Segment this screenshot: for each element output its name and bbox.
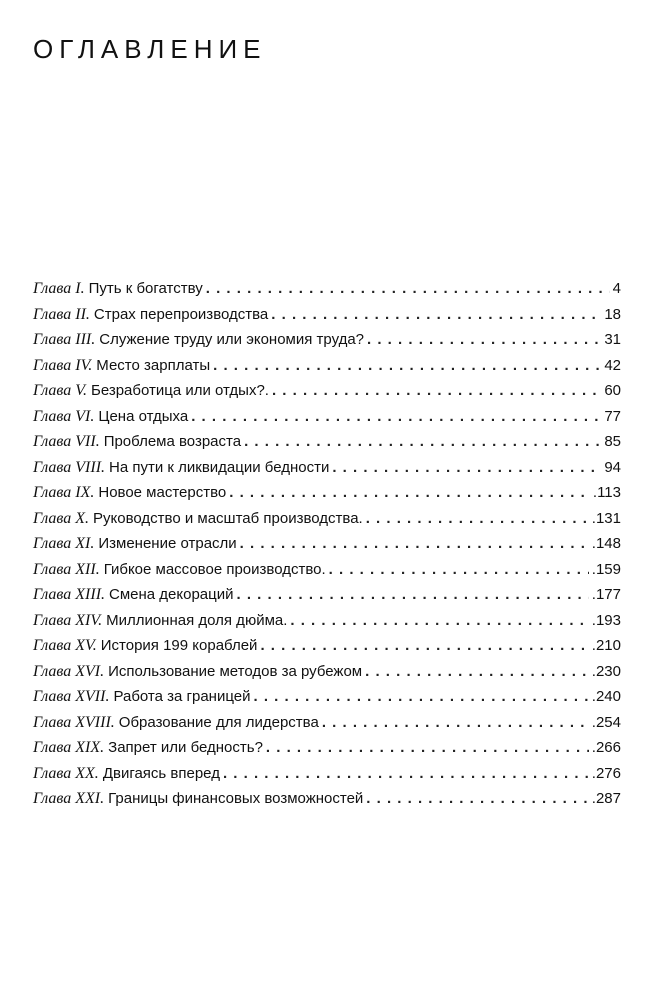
toc-page-number: .276 xyxy=(591,764,621,782)
toc-entry-title: Цена отдыха xyxy=(98,407,189,425)
toc-entry xyxy=(33,331,621,357)
dot-leader xyxy=(322,714,589,731)
dot-leader xyxy=(365,663,589,680)
dot-leader xyxy=(253,688,588,705)
toc-chapter-label: Глава III. xyxy=(33,331,96,348)
toc-page-number: .177 xyxy=(591,586,621,603)
toc-entry xyxy=(33,739,621,765)
toc-entry-title: Гибкое массовое производство. xyxy=(103,560,326,578)
toc-chapter-label: Глава XIV. xyxy=(33,611,103,629)
dot-leader xyxy=(329,561,589,578)
toc-chapter-label: Глава VI. xyxy=(33,407,95,425)
toc-page-number: .287 xyxy=(591,790,621,807)
toc-entry xyxy=(33,408,621,434)
toc-chapter-label: Глава V. xyxy=(33,382,87,399)
dot-leader xyxy=(240,535,589,552)
toc-entry-title: Изменение отрасли xyxy=(98,535,237,552)
toc-entry-title: Руководство и масштаб производства. xyxy=(93,509,363,527)
dot-leader xyxy=(366,510,589,527)
toc-page-number: 94 xyxy=(604,458,621,476)
toc-chapter-label: Глава XIII. xyxy=(33,586,106,603)
dot-leader xyxy=(366,790,589,807)
dot-leader xyxy=(206,280,610,297)
toc-chapter-label: Глава VII. xyxy=(33,433,100,450)
dot-leader xyxy=(272,382,601,399)
toc-page-number: 60 xyxy=(604,382,621,399)
page-title: ОГЛАВЛЕНИЕ xyxy=(33,34,267,64)
toc-entry-title: Служение труду или экономия труда? xyxy=(99,331,365,348)
toc-chapter-label: Глава XI. xyxy=(33,535,95,552)
toc-entry-title: Страх перепроизводства xyxy=(93,305,269,323)
dot-leader xyxy=(223,765,589,782)
dot-leader xyxy=(229,484,590,501)
toc-entry xyxy=(33,688,621,714)
toc-page-number: .210 xyxy=(591,637,621,654)
toc-entry-title: Работа за границей xyxy=(113,688,251,705)
toc-entry xyxy=(33,637,621,663)
dot-leader xyxy=(237,586,589,603)
toc-entry-title: Запрет или бедность? xyxy=(108,739,263,756)
toc-entry xyxy=(33,382,621,408)
toc-page-number: 4 xyxy=(612,280,621,297)
toc-page-number: .254 xyxy=(591,713,621,731)
toc-chapter-label: Глава XIX. xyxy=(33,739,105,756)
toc-page-number: .113 xyxy=(592,484,621,501)
dot-leader xyxy=(367,331,601,348)
toc-page-number: .240 xyxy=(591,688,621,705)
dot-leader xyxy=(260,637,588,654)
toc-chapter-label: Глава XVIII. xyxy=(33,713,115,731)
toc-chapter-label: Глава XXI. xyxy=(33,790,105,807)
toc-chapter-label: Глава XV. xyxy=(33,637,97,654)
toc-page-number: .230 xyxy=(591,662,621,680)
table-of-contents xyxy=(33,280,621,816)
toc-entry xyxy=(33,280,621,306)
toc-entry xyxy=(33,357,621,383)
toc-chapter-label: Глава XVI. xyxy=(33,662,105,680)
toc-chapter-label: Глава VIII. xyxy=(33,458,106,476)
toc-page-number: 18 xyxy=(604,305,621,323)
toc-entry-title: Смена декораций xyxy=(109,586,234,603)
toc-entry-title: Миллионная доля дюйма. xyxy=(106,611,288,629)
dot-leader xyxy=(290,612,588,629)
toc-entry-title: Использование методов за рубежом xyxy=(108,662,363,680)
toc-page-number: .148 xyxy=(591,535,621,552)
dot-leader xyxy=(271,306,601,323)
toc-entry xyxy=(33,714,621,740)
toc-page-number: .159 xyxy=(591,560,621,578)
dot-leader xyxy=(191,408,601,425)
toc-page-number: .193 xyxy=(591,611,621,629)
toc-entry-title: Образование для лидерства xyxy=(118,713,319,731)
toc-entry xyxy=(33,663,621,689)
toc-page-number: .266 xyxy=(591,739,621,756)
toc-page-number: 77 xyxy=(604,407,621,425)
toc-chapter-label: Глава XVII. xyxy=(33,688,110,705)
toc-entry xyxy=(33,790,621,816)
toc-entry-title: Двигаясь вперед xyxy=(102,764,220,782)
toc-chapter-label: Глава I. xyxy=(33,280,85,297)
toc-entry xyxy=(33,510,621,536)
toc-entry xyxy=(33,433,621,459)
toc-entry-title: Проблема возраста xyxy=(103,433,242,450)
toc-chapter-label: Глава XII. xyxy=(33,560,100,578)
toc-chapter-label: Глава IV. xyxy=(33,356,93,374)
toc-entry xyxy=(33,586,621,612)
toc-entry xyxy=(33,765,621,791)
toc-chapter-label: Глава II. xyxy=(33,305,90,323)
toc-entry-title: Новое мастерство xyxy=(98,484,227,501)
toc-page-number: 31 xyxy=(604,331,621,348)
toc-entry xyxy=(33,306,621,332)
dot-leader xyxy=(213,357,601,374)
dot-leader xyxy=(332,459,601,476)
toc-chapter-label: Глава XX. xyxy=(33,764,99,782)
toc-entry-title: Безработица или отдых?. xyxy=(90,382,269,399)
dot-leader xyxy=(266,739,589,756)
toc-page-number: .131 xyxy=(591,509,621,527)
toc-entry xyxy=(33,612,621,638)
toc-entry xyxy=(33,484,621,510)
toc-entry xyxy=(33,561,621,587)
toc-page-number: 42 xyxy=(604,356,621,374)
toc-entry-title: Границы финансовых возможностей xyxy=(108,790,364,807)
toc-chapter-label: Глава IX. xyxy=(33,484,95,501)
toc-entry xyxy=(33,535,621,561)
toc-entry-title: Место зарплаты xyxy=(96,356,211,374)
toc-page-number: 85 xyxy=(604,433,621,450)
toc-entry-title: На пути к ликвидации бедности xyxy=(109,458,330,476)
toc-entry xyxy=(33,459,621,485)
toc-chapter-label: Глава X. xyxy=(33,509,90,527)
toc-entry-title: Путь к богатству xyxy=(88,280,203,297)
dot-leader xyxy=(244,433,601,450)
toc-entry-title: История 199 кораблей xyxy=(100,637,258,654)
